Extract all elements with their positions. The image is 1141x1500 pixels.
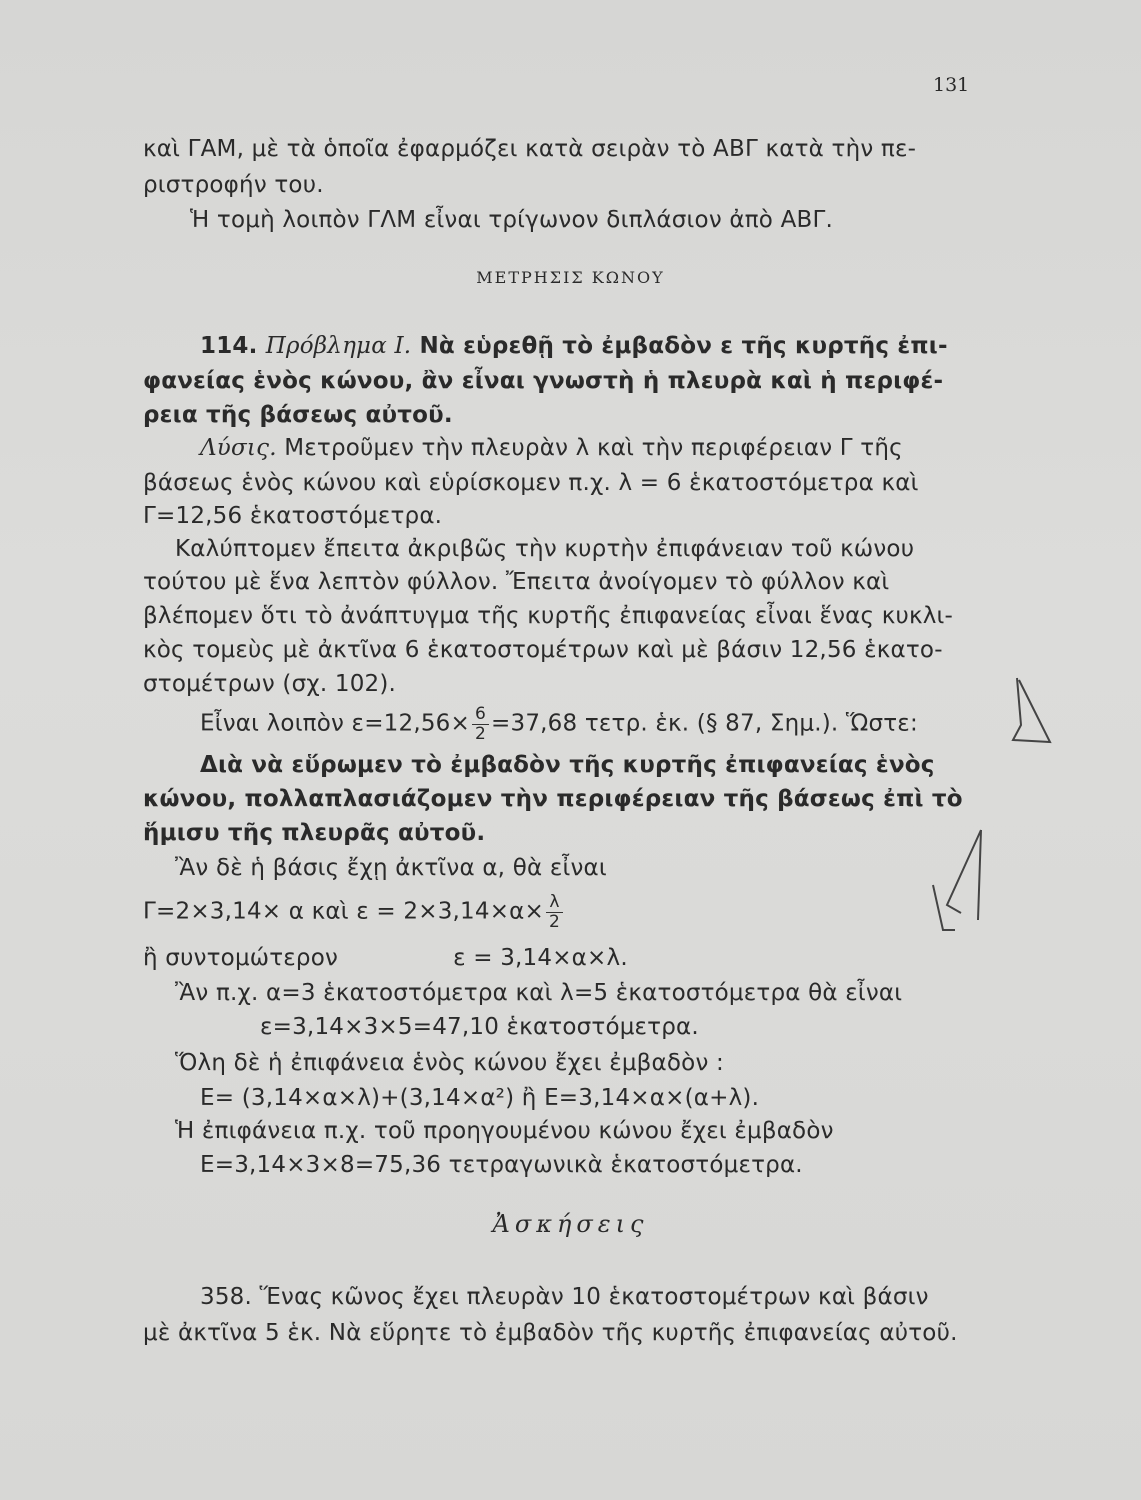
exercise-line: μὲ ἀκτῖνα 5 ἑκ. Νὰ εὕρητε τὸ ἐμβαδὸν τῆς κυρτῆς ἐπιφανείας αὐτοῦ. xyxy=(143,1320,958,1346)
fraction xyxy=(472,705,489,743)
problem-line: ρεια τῆς βάσεως αὐτοῦ. xyxy=(143,402,453,428)
solution-label: Λύσις. xyxy=(200,435,277,461)
problem-text: Νὰ εὑρεθῇ τὸ ἐμβαδὸν ε τῆς κυρτῆς ἐπι- xyxy=(419,333,948,359)
problem-line: φανείας ἑνὸς κώνου, ἂν εἶναι γνωστὴ ἡ πλευρὰ καὶ ἡ περιφέ- xyxy=(143,368,944,394)
formula-line: Ἂν π.χ. α=3 ἑκατοστόμετρα καὶ λ=5 ἑκατοστόμετρα θὰ εἶναι xyxy=(175,980,903,1006)
formula-text: ἢ συντομώτερον xyxy=(143,945,339,971)
solution-line: στομέτρων (σχ. 102). xyxy=(143,671,397,697)
fraction-numerator: 6 xyxy=(472,705,489,725)
formula-line: ε=3,14×3×5=47,10 ἑκατοστόμετρα. xyxy=(260,1014,699,1040)
problem-line xyxy=(200,333,973,359)
solution-line xyxy=(200,435,973,461)
formula-text: ε = 3,14×α×λ. xyxy=(453,945,628,971)
fraction-denominator: 2 xyxy=(549,911,561,932)
solution-line: τούτου μὲ ἕνα λεπτὸν φύλλον. Ἔπειτα ἀνοίγομεν τὸ φύλλον καὶ xyxy=(143,569,890,595)
formula-line xyxy=(143,945,973,971)
formula-line xyxy=(143,893,973,931)
problem-number: 114. xyxy=(200,333,258,359)
fraction xyxy=(546,893,563,931)
pencil-triangle-sketch xyxy=(995,670,1065,750)
formula-line: Ε=3,14×3×8=75,36 τετραγωνικὰ ἑκατοστόμετρα. xyxy=(200,1152,803,1178)
rule-line: ἥμισυ τῆς πλευρᾶς αὐτοῦ. xyxy=(143,820,486,846)
pencil-triangle-sketch xyxy=(915,825,990,940)
formula-line: Ὅλη δὲ ἡ ἐπιφάνεια ἑνὸς κώνου ἔχει ἐμβαδὸν : xyxy=(175,1050,724,1076)
fraction-numerator: λ xyxy=(546,893,563,913)
rule-line: Διὰ νὰ εὕρωμεν τὸ ἐμβαδὸν τῆς κυρτῆς ἐπιφανείας ἑνὸς xyxy=(200,752,935,778)
formula-text: Εἶναι λοιπὸν ε=12,56× xyxy=(200,710,470,737)
solution-line: Γ=12,56 ἑκατοστόμετρα. xyxy=(143,503,443,529)
problem-label: Πρόβλημα Ι. xyxy=(265,333,412,359)
exercise-line: 358. Ἕνας κῶνος ἔχει πλευρὰν 10 ἑκατοστομέτρων καὶ βάσιν xyxy=(200,1284,929,1310)
solution-line: Καλύπτομεν ἔπειτα ἀκριβῶς τὴν κυρτὴν ἐπιφάνειαν τοῦ κώνου xyxy=(175,536,915,562)
text-line: ριστροφήν του. xyxy=(143,172,324,198)
formula-line: Ἡ ἐπιφάνεια π.χ. τοῦ προηγουμένου κώνου ἔχει ἐμβαδὸν xyxy=(175,1118,834,1144)
page-number: 131 xyxy=(933,74,970,96)
section-heading: ΜΕΤΡΗΣΙΣ ΚΩΝΟΥ xyxy=(476,268,665,287)
formula-text: Γ=2×3,14× α καὶ ε = 2×3,14×α× xyxy=(143,898,545,925)
rule-line: κώνου, πολλαπλασιάζομεν τὴν περιφέρειαν τῆς βάσεως ἐπὶ τὸ xyxy=(143,786,963,812)
formula-line: Ἂν δὲ ἡ βάσις ἔχῃ ἀκτῖνα α, θὰ εἶναι xyxy=(175,855,607,881)
formula-line: Ε= (3,14×α×λ)+(3,14×α²) ἢ Ε=3,14×α×(α+λ). xyxy=(200,1085,760,1111)
solution-line: κὸς τομεὺς μὲ ἀκτῖνα 6 ἑκατοστομέτρων καὶ μὲ βάσιν 12,56 ἑκατο- xyxy=(143,637,943,663)
text-line: καὶ ΓΑΜ, μὲ τὰ ὁποῖα ἐφαρμόζει κατὰ σειρὰν τὸ ΑΒΓ κατὰ τὴν πε- xyxy=(143,136,917,162)
solution-text: Μετροῦμεν τὴν πλευρὰν λ καὶ τὴν περιφέρειαν Γ τῆς xyxy=(284,435,903,461)
text-line: Ἡ τομὴ λοιπὸν ΓΛΜ εἶναι τρίγωνον διπλάσιον ἀπὸ ΑΒΓ. xyxy=(190,207,834,233)
solution-formula-line xyxy=(200,705,973,743)
exercises-heading: Ἀσκήσεις xyxy=(492,1210,649,1238)
solution-line: βάσεως ἑνὸς κώνου καὶ εὑρίσκομεν π.χ. λ = 6 ἑκατοστόμετρα καὶ xyxy=(143,470,919,496)
formula-text: =37,68 τετρ. ἑκ. (§ 87, Σημ.). Ὥστε: xyxy=(491,710,918,737)
solution-line: βλέπομεν ὅτι τὸ ἀνάπτυγμα τῆς κυρτῆς ἐπιφανείας εἶναι ἕνας κυκλι- xyxy=(143,603,954,629)
fraction-denominator: 2 xyxy=(474,723,487,744)
